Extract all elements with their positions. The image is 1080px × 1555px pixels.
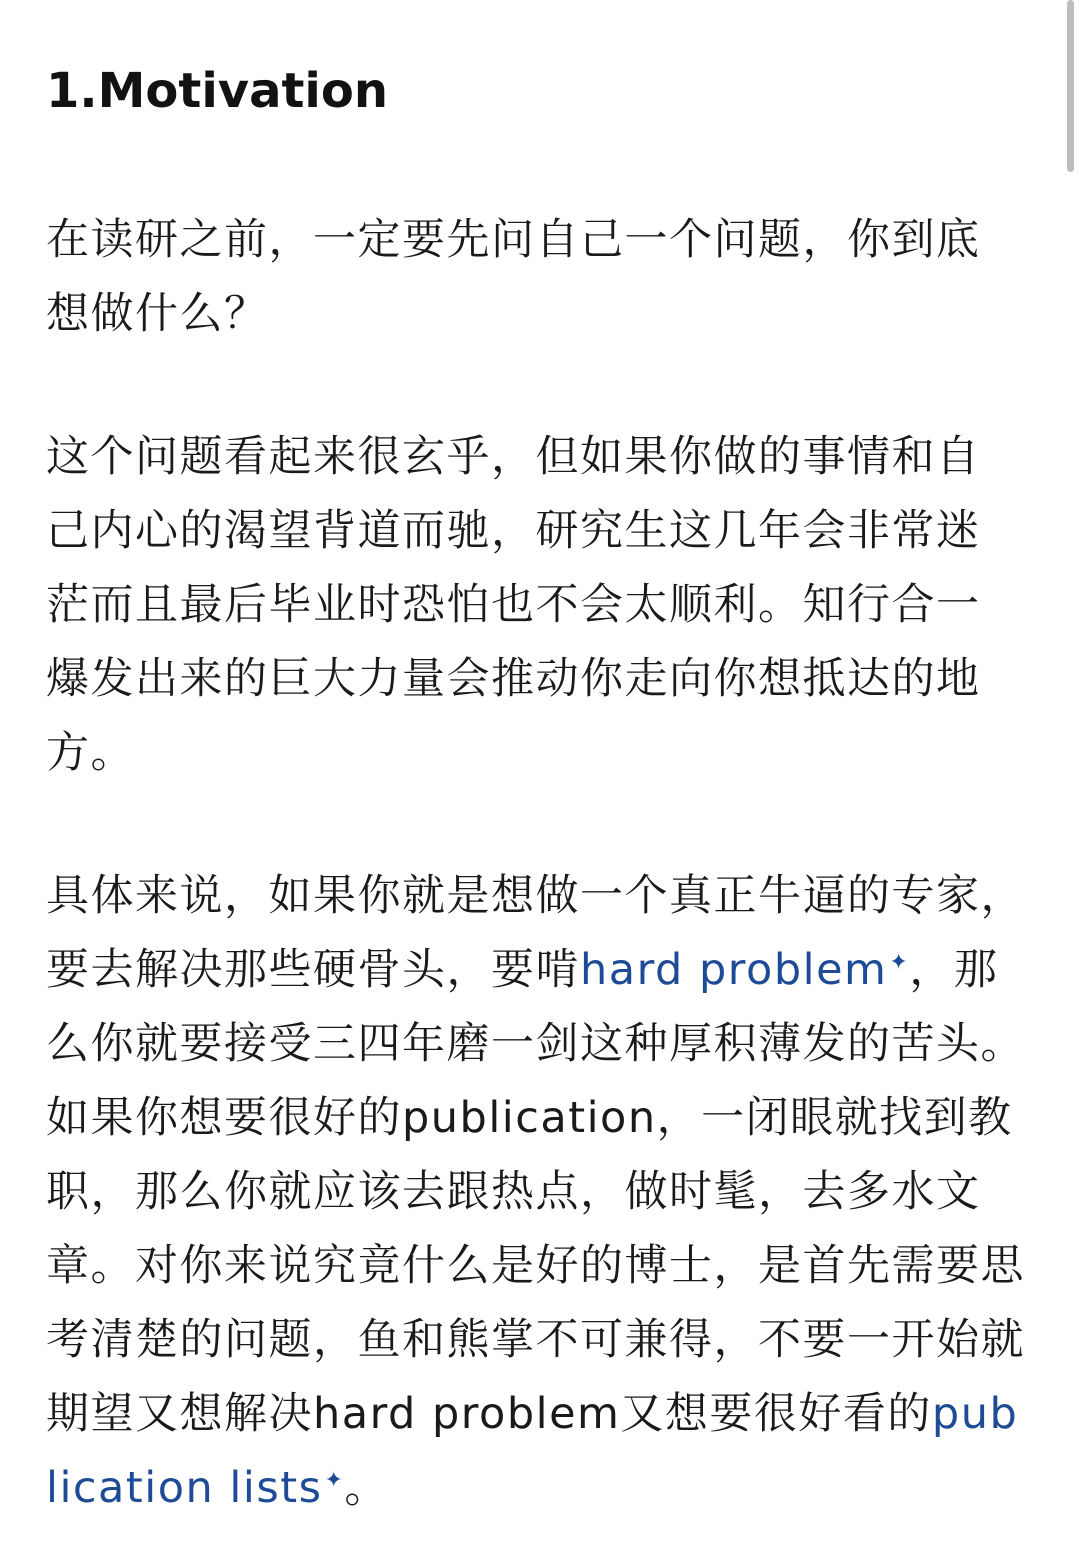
paragraph-text-segment: ，那么你就要接受三四年磨一剑这种厚积薄发的苦头。如果你想要很好的publication，一闭眼就找到教职，那么你就应该去跟热点，做时髦，去多水文章。对你来说究竟什么是好的博士，是首先需要思考清楚的问题，鱼和熊掌不可兼得，不要一开始就期望又想解决hard problem又想要很好看的: [46, 945, 1025, 1439]
paragraph-text-segment: 。: [344, 1463, 389, 1513]
publication-lists-link[interactable]: publication lists: [46, 1389, 1019, 1513]
paragraph-question: 在读研之前，一定要先问自己一个问题，你到底想做什么？: [46, 215, 981, 339]
paragraph-text-segment: 具体来说，如果你就是想做一个真正牛逼的专家，要去解决那些硬骨头，要啃: [46, 871, 1025, 995]
sparkle-icon[interactable]: ✦: [324, 1467, 345, 1493]
article-content: [46, 0, 1036, 1525]
paragraph-details: [46, 859, 1031, 1525]
section-heading: 1.Motivation: [46, 63, 388, 119]
sparkle-icon[interactable]: ✦: [889, 949, 910, 975]
hard-problem-link[interactable]: hard problem: [580, 945, 888, 995]
paragraph-explanation: 这个问题看起来很玄乎，但如果你做的事情和自己内心的渴望背道而驰，研究生这几年会非常迷茫而且最后毕业时恐怕也不会太顺利。知行合一爆发出来的巨大力量会推动你走向你想抵达的地方。: [46, 432, 981, 778]
scrollbar-thumb[interactable]: [1067, 0, 1074, 172]
